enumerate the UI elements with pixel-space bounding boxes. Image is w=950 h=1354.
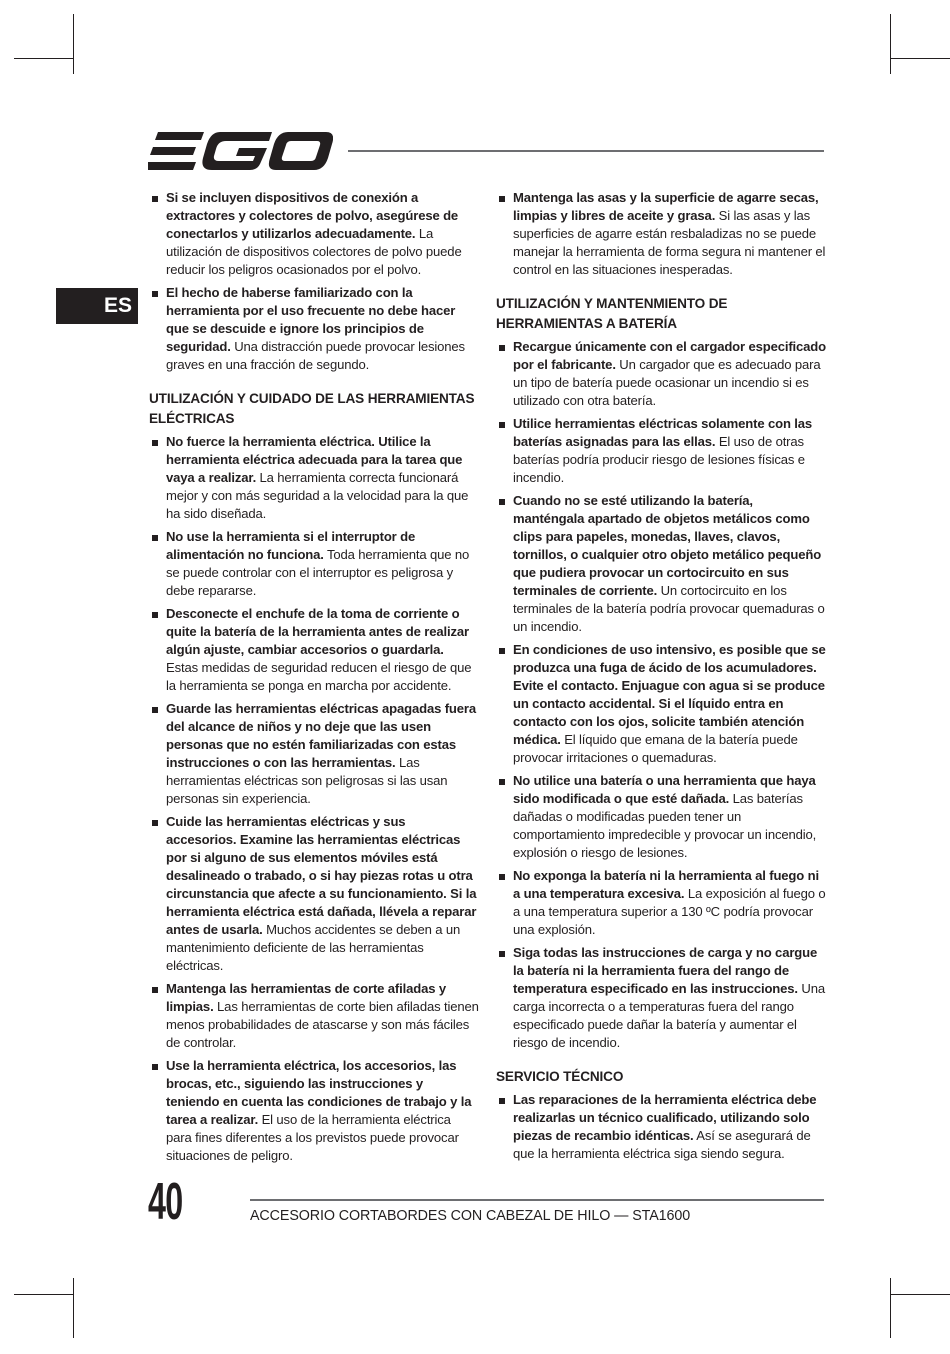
- bullet-item: [496, 867, 826, 939]
- section-title-service: SERVICIO TÉCNICO: [496, 1069, 624, 1084]
- left-section-items: [149, 433, 479, 1165]
- left-top-items: [149, 189, 479, 374]
- bullet-item: [149, 284, 479, 374]
- bullet-item-bold: No use la herramienta si el interruptor de alimentación no funciona.: [166, 529, 416, 562]
- bullet-item: [149, 189, 479, 279]
- crop-mark: [890, 58, 950, 59]
- bullet-item: [149, 528, 479, 600]
- bullet-item-text: Las herramientas de corte bien afiladas tienen menos probabilidades de atascarse y son más fáciles de controlar.: [166, 999, 479, 1050]
- bullet-item-text: La exposición al fuego o a una temperatura superior a 130 ºC podría provocar una explosión.: [513, 886, 826, 937]
- footer-rule: [250, 1199, 824, 1201]
- bullet-item-bold: Mantenga las herramientas de corte afiladas y limpias.: [166, 981, 446, 1014]
- crop-mark: [14, 1294, 74, 1295]
- bullet-item-bold: No utilice una batería o una herramienta que haya sido modificada o que esté dañada.: [513, 773, 816, 806]
- bullet-item-bold: No exponga la batería ni la herramienta al fuego ni a una temperatura excesiva.: [513, 868, 819, 901]
- bullet-item: [149, 980, 479, 1052]
- footer-title: ACCESORIO CORTABORDES CON CABEZAL DE HILO — STA1600: [250, 1208, 691, 1224]
- bullet-item-bold: Recargue únicamente con el cargador especificado por el fabricante.: [513, 339, 826, 372]
- bullet-item-text: La herramienta correcta funcionará mejor y con más seguridad a la velocidad para la que ha sido diseñada.: [166, 470, 469, 521]
- section-title-power-tools: UTILIZACIÓN Y CUIDADO DE LAS HERRAMIENTAS ELÉCTRICAS: [149, 391, 475, 426]
- bullet-item: [149, 605, 479, 695]
- bullet-item: [496, 338, 826, 410]
- bullet-item: [496, 772, 826, 862]
- bullet-item-text: Las herramientas eléctricas son peligrosas si las usan personas sin experiencia.: [166, 755, 448, 806]
- bullet-item: [149, 1057, 479, 1165]
- bullet-item-text: Muchos accidentes se deben a un mantenimiento deficiente de las herramientas eléctricas.: [166, 922, 461, 973]
- bullet-item-bold: No fuerce la herramienta eléctrica. Utilice la herramienta eléctrica adecuada para la tarea que vaya a realizar.: [166, 434, 463, 485]
- bullet-item: [496, 944, 826, 1052]
- bullet-item-bold: Siga todas las instrucciones de carga y no cargue la batería ni la herramienta fuera del rango de temperatura especificado en las instrucciones.: [513, 945, 818, 996]
- page-number: 40: [148, 1173, 183, 1231]
- bullet-item-text: Una distracción puede provocar lesiones graves en una fracción de segundo.: [166, 339, 465, 372]
- crop-mark: [14, 58, 74, 59]
- bullet-item: [496, 189, 826, 279]
- bullet-item: [496, 1091, 826, 1163]
- right-service-items: [496, 1091, 826, 1163]
- bullet-item-text: La utilización de dispositivos colectores de polvo puede reducir los peligros ocasionados por el polvo.: [166, 226, 462, 277]
- left-column: [149, 189, 479, 1170]
- bullet-item-text: Las baterías dañadas o modificadas pueden tener un comportamiento impredecible y provocar un incendio, explosión o riesgo de lesiones.: [513, 791, 817, 860]
- bullet-item-text: Si las asas y las superficies de agarre están resbaladizas no se puede manejar la herramienta de forma segura ni mantener el control en las situaciones inesperadas.: [513, 208, 826, 277]
- bullet-item-text: Estas medidas de seguridad reducen el riesgo de que la herramienta se ponga en marcha por accidente.: [166, 660, 472, 693]
- bullet-item: [149, 433, 479, 523]
- bullet-item-bold: Use la herramienta eléctrica, los accesorios, las brocas, etc., siguiendo las instrucciones y teniendo en cuenta las condiciones de trabajo y la tarea a realizar.: [166, 1058, 472, 1127]
- header-rule: [348, 150, 824, 152]
- crop-mark: [73, 1278, 74, 1338]
- bullet-item: [496, 641, 826, 767]
- bullet-item-bold: Mantenga las asas y la superficie de agarre secas, limpias y libres de aceite y grasa.: [513, 190, 819, 223]
- bullet-item: [496, 492, 826, 636]
- bullet-item: [149, 813, 479, 975]
- ego-logo: [148, 128, 333, 174]
- crop-mark: [890, 1278, 891, 1338]
- bullet-item-text: El líquido que emana de la batería puede provocar irritaciones o quemaduras.: [513, 732, 798, 765]
- bullet-item-bold: Cuando no se esté utilizando la batería, manténgala apartado de objetos metálicos como clips para papeles, monedas, llaves, clavos, tornillos, o cualquier otro objeto metálico pequeño que pudiera provocar un cortocircuito en sus terminales de corriente.: [513, 493, 822, 598]
- bullet-item-bold: Las reparaciones de la herramienta eléctrica debe realizarlas un técnico cualificado, utilizando solo piezas de recambio idénticas.: [513, 1092, 817, 1143]
- bullet-item-bold: Si se incluyen dispositivos de conexión a extractores y colectores de polvo, asegúrese de conectarlos y utilizarlos adecuadamente.: [166, 190, 459, 241]
- bullet-item-text: El uso de la herramienta eléctrica para fines diferentes a los previstos puede provocar situaciones de peligro.: [166, 1112, 459, 1163]
- bullet-item-text: Un cortocircuito en los terminales de la batería podría provocar quemaduras o un incendio.: [513, 583, 825, 634]
- bullet-item-text: Una carga incorrecta o a temperaturas fuera del rango especificado puede dañar la batería y aumentar el riesgo de incendio.: [513, 981, 825, 1050]
- bullet-item-text: Así se asegurará de que la herramienta eléctrica siga siendo segura.: [513, 1128, 811, 1161]
- bullet-item-bold: Guarde las herramientas eléctricas apagadas fuera del alcance de niños y no deje que las usen personas que no estén familiarizadas con estas instrucciones o con las herramientas.: [166, 701, 476, 770]
- bullet-item: [496, 415, 826, 487]
- bullet-item-bold: El hecho de haberse familiarizado con la herramienta por el uso frecuente no debe hacer que se descuide e ignore los principios de seguridad.: [166, 285, 456, 354]
- bullet-item-bold: Desconecte el enchufe de la toma de corriente o quite la batería de la herramienta antes de realizar algún ajuste, cambiar accesorios o guardarla.: [166, 606, 469, 657]
- right-top-items: [496, 189, 826, 279]
- bullet-item-bold: En condiciones de uso intensivo, es posible que se produzca una fuga de ácido de los acumuladores. Evite el contacto. Enjuague con agua si se produce un contacto accidental. Si el líquido entra en contacto con los ojos, solicite también atención médica.: [513, 642, 826, 747]
- crop-mark: [890, 14, 891, 74]
- language-tab-label: ES: [103, 294, 132, 317]
- right-battery-items: [496, 338, 826, 1052]
- crop-mark: [890, 1294, 950, 1295]
- bullet-item-text: Toda herramienta que no se puede controlar con el interruptor es peligrosa y debe repararse.: [166, 547, 470, 598]
- bullet-item-text: El uso de otras baterías podría producir riesgo de lesiones físicas e incendio.: [513, 434, 805, 485]
- bullet-item-bold: Cuide las herramientas eléctricas y sus accesorios. Examine las herramientas eléctricas por si alguno de sus elementos móviles está desalineado o trabado, o si hay piezas rotas u otra circunstancia que afecte a su funcionamiento. Si la herramienta eléctrica está dañada, llévela a reparar antes de usarla.: [166, 814, 477, 937]
- crop-mark: [73, 14, 74, 74]
- right-column: [496, 189, 826, 1168]
- bullet-item: [149, 700, 479, 808]
- bullet-item-bold: Utilice herramientas eléctricas solamente con las baterías asignadas para las ellas.: [513, 416, 813, 449]
- section-title-battery-tools: UTILIZACIÓN Y MANTENMIENTO DE HERRAMIENTAS A BATERÍA: [496, 296, 728, 331]
- bullet-item-text: Un cargador que es adecuado para un tipo de batería puede ocasionar un incendio si es utilizado con otra batería.: [513, 357, 821, 408]
- language-tab: [56, 288, 138, 324]
